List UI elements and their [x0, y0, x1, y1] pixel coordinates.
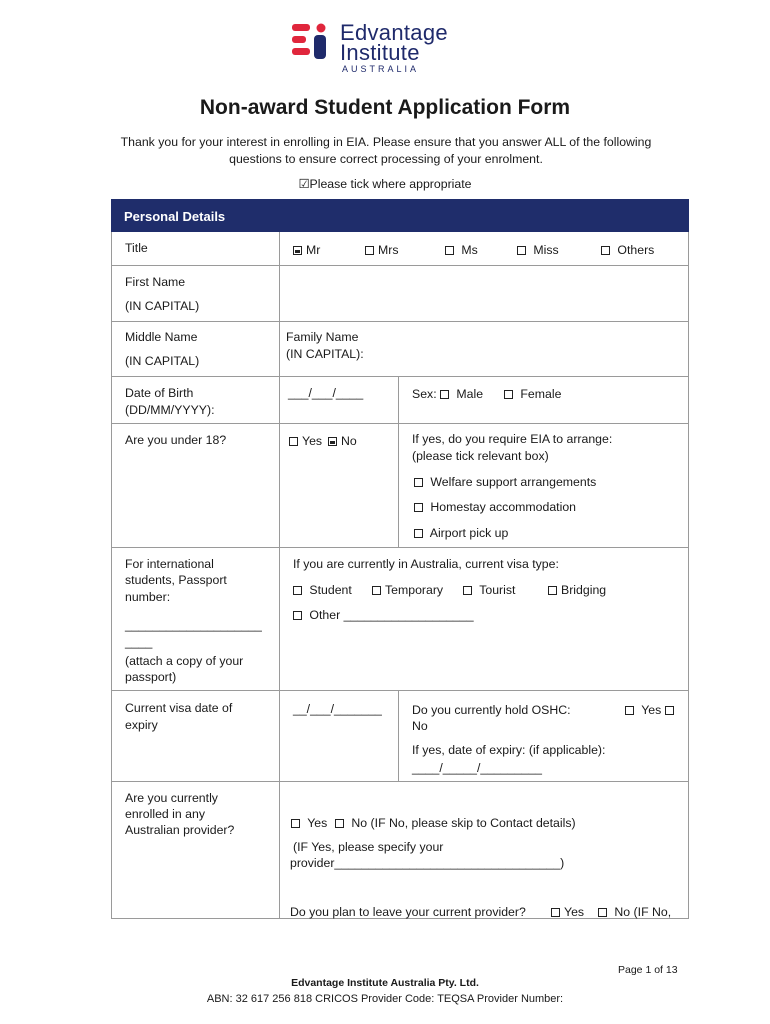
passport-note-1: (attach a copy of your: [125, 654, 244, 668]
intro-line-1: Thank you for your interest in enrolling in EIA. Please ensure that you answer ALL of the following: [120, 135, 652, 149]
passport-number-field[interactable]: ____________________: [125, 618, 262, 632]
institute-logo: [290, 22, 480, 74]
option-label: Tourist: [479, 583, 516, 597]
checkbox-checked-icon[interactable]: [328, 437, 337, 446]
checkbox-icon[interactable]: [293, 586, 302, 595]
title-option-others[interactable]: [601, 242, 654, 259]
visa-option-temporary[interactable]: [372, 582, 443, 599]
option-label: No: [341, 434, 357, 448]
first-name-caption: (IN CAPITAL): [125, 299, 200, 313]
checkbox-checked-icon[interactable]: [293, 246, 302, 255]
option-label: Temporary: [385, 583, 444, 597]
under18-label: Are you under 18?: [125, 433, 227, 447]
title-label: Title: [125, 241, 148, 255]
checkbox-icon[interactable]: [665, 706, 674, 715]
enrolled-option-yes[interactable]: [291, 815, 327, 832]
under18-question: If yes, do you require EIA to arrange:: [412, 432, 613, 446]
option-label: Yes: [641, 703, 662, 717]
oshc-option-yes[interactable]: [625, 702, 678, 719]
title-option-ms[interactable]: [445, 242, 478, 259]
visa-expiry-label-1: Current visa date of: [125, 701, 233, 715]
option-label: Male: [456, 387, 484, 401]
option-label: Student: [309, 583, 352, 597]
enrolled-label-2: enrolled in any: [125, 807, 205, 821]
provider-field[interactable]: provider_________________________________): [290, 856, 565, 870]
middle-name-caption: (IN CAPITAL): [125, 354, 200, 368]
checkbox-icon[interactable]: [548, 586, 557, 595]
option-homestay[interactable]: [414, 499, 576, 516]
under18-option-no[interactable]: [328, 433, 357, 450]
intro-line-2: questions to ensure correct processing of your enrolment.: [229, 152, 543, 166]
title-option-miss[interactable]: [517, 242, 559, 259]
enrolled-label-1: Are you currently: [125, 791, 218, 805]
checkbox-icon[interactable]: [414, 503, 423, 512]
checkbox-icon[interactable]: [598, 908, 607, 917]
checkbox-icon[interactable]: [335, 819, 344, 828]
option-label: Bridging: [561, 583, 607, 597]
option-label: Mr: [306, 243, 321, 257]
option-label: Yes: [302, 434, 323, 448]
leave-option-no[interactable]: [598, 904, 671, 921]
row-divider: [111, 265, 689, 266]
row-divider: [111, 321, 689, 322]
checkbox-icon[interactable]: [445, 246, 454, 255]
option-label: Yes: [564, 905, 585, 919]
option-welfare-support[interactable]: [414, 474, 596, 491]
visa-option-student[interactable]: [293, 582, 352, 599]
passport-label-2: students, Passport: [125, 573, 227, 587]
option-label: Ms: [461, 243, 478, 257]
visa-option-tourist[interactable]: [463, 582, 515, 599]
option-label: Female: [520, 387, 562, 401]
visa-option-bridging[interactable]: [548, 582, 606, 599]
passport-number-field-cont[interactable]: ____: [125, 635, 153, 649]
passport-label-3: number:: [125, 590, 171, 604]
checkbox-icon[interactable]: [625, 706, 634, 715]
dob-field[interactable]: ___/___/____: [288, 386, 364, 400]
option-label: Mrs: [378, 243, 399, 257]
row-divider: [111, 690, 689, 691]
row-divider: [111, 547, 689, 548]
option-airport-pickup[interactable]: [414, 525, 508, 542]
checkbox-icon[interactable]: [551, 908, 560, 917]
dob-label: Date of Birth: [125, 386, 194, 400]
provider-specify-label: (IF Yes, please specify your: [293, 840, 444, 854]
row-divider: [111, 781, 689, 782]
column-divider: [279, 232, 280, 919]
title-option-mr[interactable]: [293, 242, 320, 259]
option-label: Others: [617, 243, 655, 257]
enrolled-option-no[interactable]: [335, 815, 576, 832]
passport-note-2: passport): [125, 670, 177, 684]
footer-abn: ABN: 32 617 256 818 CRICOS Provider Code: TEQSA Provider Number:: [206, 993, 564, 1005]
logo-text-institute: Institute: [340, 40, 420, 65]
sex-option-male[interactable]: [440, 386, 483, 403]
family-name-caption: (IN CAPITAL):: [286, 347, 364, 361]
checkbox-icon[interactable]: [463, 586, 472, 595]
option-label: Yes: [307, 816, 328, 830]
option-label: Welfare support arrangements: [430, 475, 597, 489]
logo-text-edvantage: Edvantage: [340, 20, 448, 45]
checkbox-icon[interactable]: [601, 246, 610, 255]
logo-text-australia: AUSTRALIA: [342, 64, 420, 74]
sex-label: Sex:: [412, 387, 437, 401]
checkbox-icon[interactable]: [372, 586, 381, 595]
passport-label-1: For international: [125, 557, 214, 571]
sex-option-female[interactable]: [504, 386, 561, 403]
tick-instruction: ☑Please tick where appropriate: [298, 177, 472, 191]
dob-format: (DD/MM/YYYY):: [125, 403, 215, 417]
visa-expiry-label-2: expiry: [125, 718, 158, 732]
option-label: Airport pick up: [429, 526, 509, 540]
section-header-personal-details: Personal Details: [111, 199, 689, 232]
option-label: No (IF No, please skip to Contact details): [351, 816, 576, 830]
oshc-expiry-field[interactable]: ____/_____/_________: [412, 761, 542, 775]
checkbox-icon[interactable]: [414, 529, 423, 538]
oshc-option-no[interactable]: No: [412, 719, 428, 733]
checkbox-icon[interactable]: [504, 390, 513, 399]
title-option-mrs[interactable]: [365, 242, 399, 259]
option-label: Miss: [533, 243, 559, 257]
middle-name-label: Middle Name: [125, 330, 198, 344]
visa-type-question: If you are currently in Australia, current visa type:: [293, 557, 559, 571]
logo-mark-icon: [290, 22, 332, 62]
option-label: Other ___________________: [309, 608, 474, 622]
leave-option-yes[interactable]: [551, 904, 584, 921]
checkbox-icon[interactable]: [414, 478, 423, 487]
intro-text: [96, 134, 676, 168]
visa-option-other[interactable]: [293, 607, 474, 624]
page-title: Non-award Student Application Form: [199, 96, 571, 119]
oshc-question: Do you currently hold OSHC:: [412, 703, 571, 717]
column-divider: [398, 690, 399, 781]
option-label: No (IF No,: [614, 905, 672, 919]
checkbox-icon[interactable]: [365, 246, 374, 255]
page-number: Page 1 of 13: [618, 964, 678, 976]
row-divider: [111, 423, 689, 424]
footer-company-name: Edvantage Institute Australia Pty. Ltd.: [291, 977, 479, 989]
enrolled-label-3: Australian provider?: [125, 823, 235, 837]
checkbox-icon[interactable]: [289, 437, 298, 446]
first-name-label: First Name: [125, 275, 186, 289]
option-label: Homestay accommodation: [430, 500, 576, 514]
checkbox-icon[interactable]: [291, 819, 300, 828]
leave-provider-question: Do you plan to leave your current provider?: [290, 905, 526, 919]
first-name-field[interactable]: [281, 267, 687, 320]
checkbox-icon[interactable]: [440, 390, 449, 399]
family-name-label: Family Name: [286, 330, 359, 344]
column-divider: [398, 376, 399, 547]
under18-question-note: (please tick relevant box): [412, 449, 549, 463]
checkbox-icon[interactable]: [517, 246, 526, 255]
under18-option-yes[interactable]: [289, 433, 322, 450]
row-divider: [111, 376, 689, 377]
oshc-expiry-label: If yes, date of expiry: (if applicable):: [412, 743, 606, 757]
visa-expiry-field[interactable]: __/___/_______: [293, 702, 382, 716]
checkbox-icon[interactable]: [293, 611, 302, 620]
